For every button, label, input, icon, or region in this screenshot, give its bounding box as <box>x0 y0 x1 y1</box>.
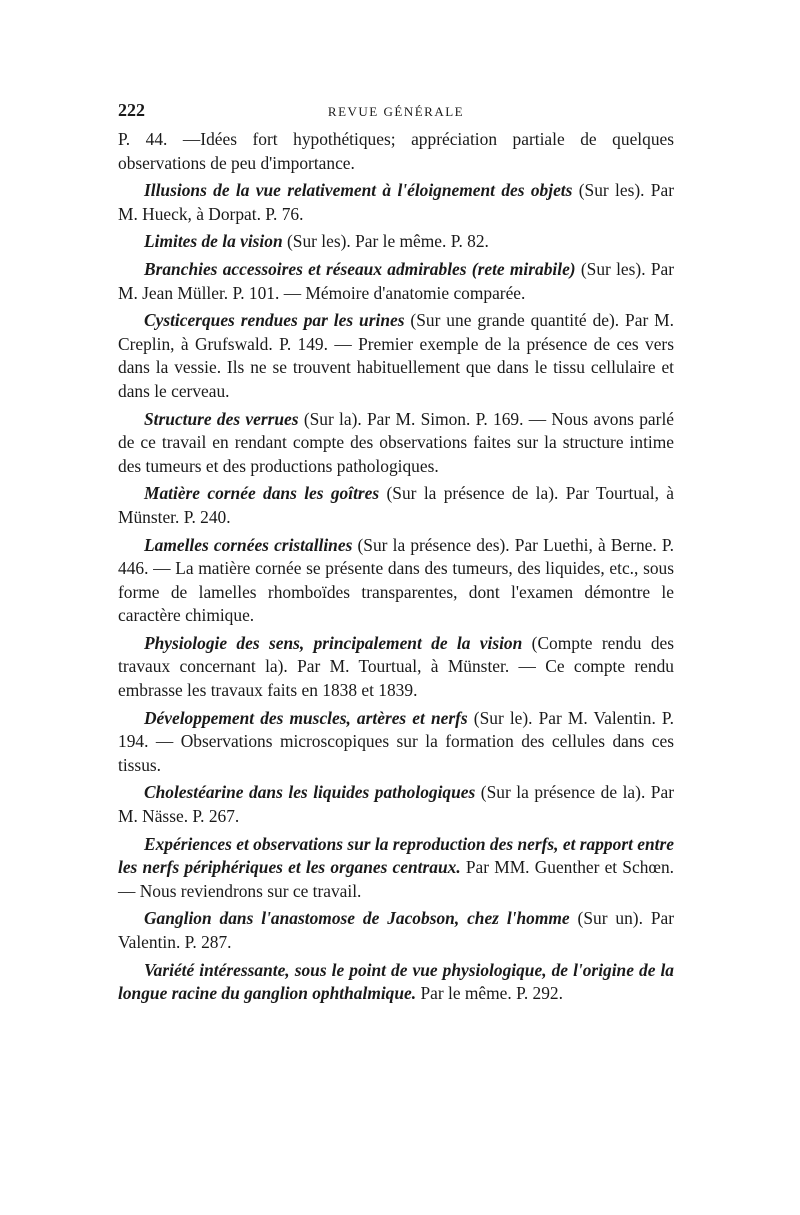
running-title: REVUE GÉNÉRALE <box>327 104 465 119</box>
entry-body: (Sur la présence des). Par Luethi, à Berne. P. 446. — La matière cornée se présente dans des tumeurs, des liquides, etc., sous forme de lamelles rhomboïdes transparentes, dont l'examen démontre le caractère chimique. <box>118 534 674 626</box>
entry-structure <box>118 408 674 479</box>
entry-ganglion <box>118 907 674 954</box>
entry-developpement <box>118 707 674 778</box>
entry-cysticerques <box>118 309 674 403</box>
entry-body: P. 44. —Idées fort hypothétiques; appréciation partiale de quelques observations de peu d'importance. <box>118 129 674 173</box>
entry-title: Physiologie des sens, principalement de la vision <box>144 632 523 653</box>
entry-physiologie <box>118 632 674 703</box>
entry-title: Expériences et observations sur la reproduction des nerfs, et rapport entre les nerfs périphériques et les organes centraux. <box>118 833 674 878</box>
entry-cholestearine <box>118 781 674 828</box>
entry-limites <box>118 230 674 254</box>
entry-title: Variété intéressante, sous le point de vue physiologique, de l'origine de la longue racine du ganglion ophthalmique. <box>118 959 674 1004</box>
entry-body: (Sur la présence de la). Par Tourtual, à Münster. P. 240. <box>118 483 674 527</box>
document-page <box>118 96 674 1010</box>
entry-illusions <box>118 179 674 226</box>
entry-continuation <box>118 128 674 175</box>
entry-title: Structure des verrues <box>144 408 299 429</box>
entry-title: Lamelles cornées cristallines <box>144 534 353 555</box>
entry-body: (Sur la). Par M. Simon. P. 169. — Nous avons parlé de ce travail en rendant compte des observations faites sur la structure intime des tumeurs et des productions pathologiques. <box>118 408 674 476</box>
entry-title: Branchies accessoires et réseaux admirables (rete mirabile) <box>144 258 576 279</box>
entry-body: Par MM. Guenther et Schœn. — Nous reviendrons sur ce travail. <box>118 857 674 901</box>
entry-body: (Sur les). Par M. Hueck, à Dorpat. P. 76. <box>118 180 674 224</box>
entry-title: Limites de la vision <box>144 231 283 252</box>
running-head <box>118 96 674 126</box>
entry-title: Matière cornée dans les goîtres <box>144 483 380 504</box>
entry-body: (Sur la présence de la). Par M. Nässe. P. 267. <box>118 782 674 827</box>
entry-title: Illusions de la vue relativement à l'éloignement des objets <box>144 180 573 201</box>
entry-title: Ganglion dans l'anastomose de Jacobson, chez l'homme <box>144 908 570 929</box>
entry-body: (Sur un). Par Valentin. P. 287. <box>118 908 674 952</box>
entry-title: Cholestéarine dans les liquides pathologiques <box>144 782 476 803</box>
page-number: 222 <box>118 100 145 120</box>
entry-title: Cysticerques rendues par les urines <box>144 310 405 331</box>
entry-body: (Sur une grande quantité de). Par M. Creplin, à Grufswald. P. 149. — Premier exemple de la présence de ces vers dans la vessie. Ils ne se trouvent habituellement que dans le tissu cellulaire et dans le cerveau. <box>118 310 674 401</box>
entry-body: (Compte rendu des travaux concernant la). Par M. Tourtual, à Münster. — Ce compte rendu embrasse les travaux faits en 1838 et 1839. <box>118 632 674 701</box>
entry-branchies <box>118 258 674 305</box>
entry-variete <box>118 959 674 1006</box>
entry-title: Développement des muscles, artères et nerfs <box>144 707 468 728</box>
entry-matiere <box>118 482 674 529</box>
entry-experiences <box>118 833 674 904</box>
entry-body: (Sur les). Par M. Jean Müller. P. 101. — Mémoire d'anatomie comparée. <box>118 258 675 303</box>
entry-body: Par le même. P. 292. <box>416 983 563 1004</box>
entry-body: (Sur le). Par M. Valentin. P. 194. — Observations microscopiques sur la formation des cellules dans ces tissus. <box>118 707 674 775</box>
entry-lamelles <box>118 534 674 628</box>
entry-body: (Sur les). Par le même. P. 82. <box>282 231 489 252</box>
